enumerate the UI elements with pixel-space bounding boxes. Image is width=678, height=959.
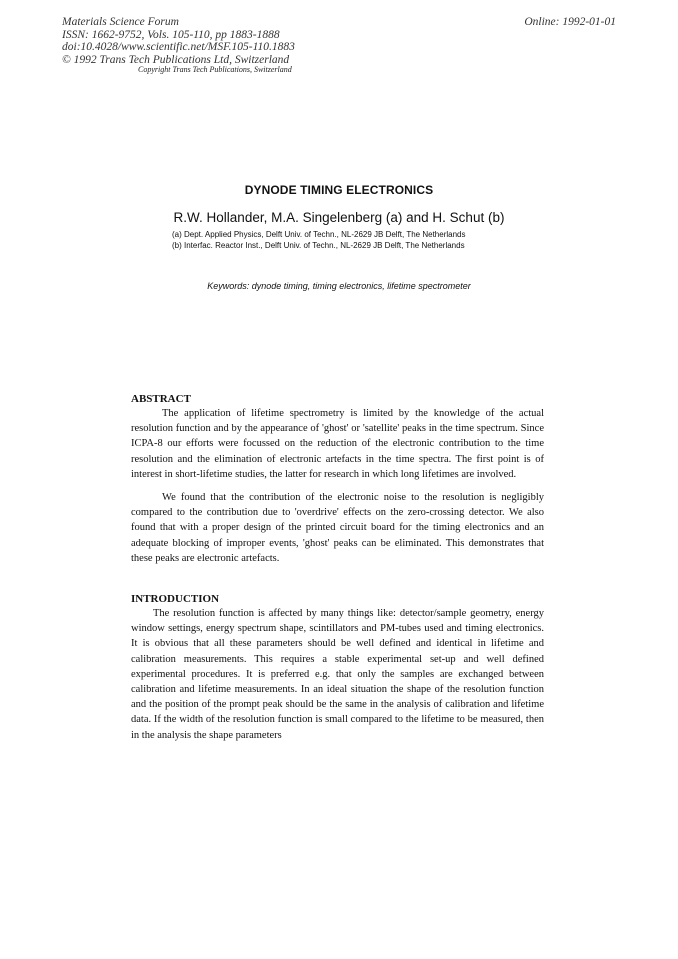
affiliation-b: (b) Interfac. Reactor Inst., Delft Univ. of Techn., NL-2629 JB Delft, The Netherlands xyxy=(172,241,465,250)
keywords: Keywords: dynode timing, timing electronics, lifetime spectrometer xyxy=(207,281,471,291)
paper-title: DYNODE TIMING ELECTRONICS xyxy=(244,183,434,197)
affiliation-a: (a) Dept. Applied Physics, Delft Univ. of Techn., NL-2629 JB Delft, The Netherlands xyxy=(172,230,466,239)
publisher-line: © 1992 Trans Tech Publications Ltd, Switzerland xyxy=(62,53,290,66)
abstract-heading: ABSTRACT xyxy=(131,393,191,405)
doi-line: doi:10.4028/www.scientific.net/MSF.105-110.1883 xyxy=(62,41,295,53)
paper-authors: R.W. Hollander, M.A. Singelenberg (a) and H. Schut (b) xyxy=(173,210,505,225)
journal-name: Materials Science Forum xyxy=(62,16,179,28)
journal-metadata xyxy=(62,16,295,66)
issn-line: ISSN: 1662-9752, Vols. 105-110, pp 1883-1888 xyxy=(62,28,280,41)
introduction-paragraph-1: The resolution function is affected by many things like: detector/sample geometry, energy window settings, energy spectrum shape, scintillators and PM-tubes used and timing electronics. It is obvious that all these parameters should be well defined and identical in lifetime and calibration measurements. This requires a stable experimental set-up and well defined experimental procedures. It is preferred e.g. that only the samples are exchanged between calibration and lifetime measurements. In an ideal situation the shape of the resolution function and the position of the prompt peak should be the same in the analysis of calibration and lifetime data. If the width of the resolution function is small compared to the lifetime to be measured, then in the analysis the shape parameters xyxy=(131,608,544,741)
abstract-paragraph-1: The application of lifetime spectrometry is limited by the knowledge of the actual resolution function and by the appearance of 'ghost' or 'satellite' peaks in the time spectrum. Since ICPA-8 our efforts were focussed on the reduction of the electronic contribution to the time resolution and the elimination of electronic artefacts in the time spectra. The first point is of interest in short-lifetime studies, the latter for research in which long lifetimes are involved. xyxy=(131,408,544,480)
copyright-stamp: Copyright Trans Tech Publications, Switzerland xyxy=(138,65,292,74)
abstract-paragraph-2: We found that the contribution of the electronic noise to the resolution is negligibly compared to the contribution due to 'overdrive' effects on the zero-crossing detector. We also found that with a proper design of the printed circuit board for the timing electronics and an adequate blocking of improper events, 'ghost' peaks can be eliminated. This demonstrates that these peaks are electronic artefacts. xyxy=(131,492,544,564)
introduction-heading: INTRODUCTION xyxy=(131,593,220,605)
online-date: Online: 1992-01-01 xyxy=(524,16,616,28)
